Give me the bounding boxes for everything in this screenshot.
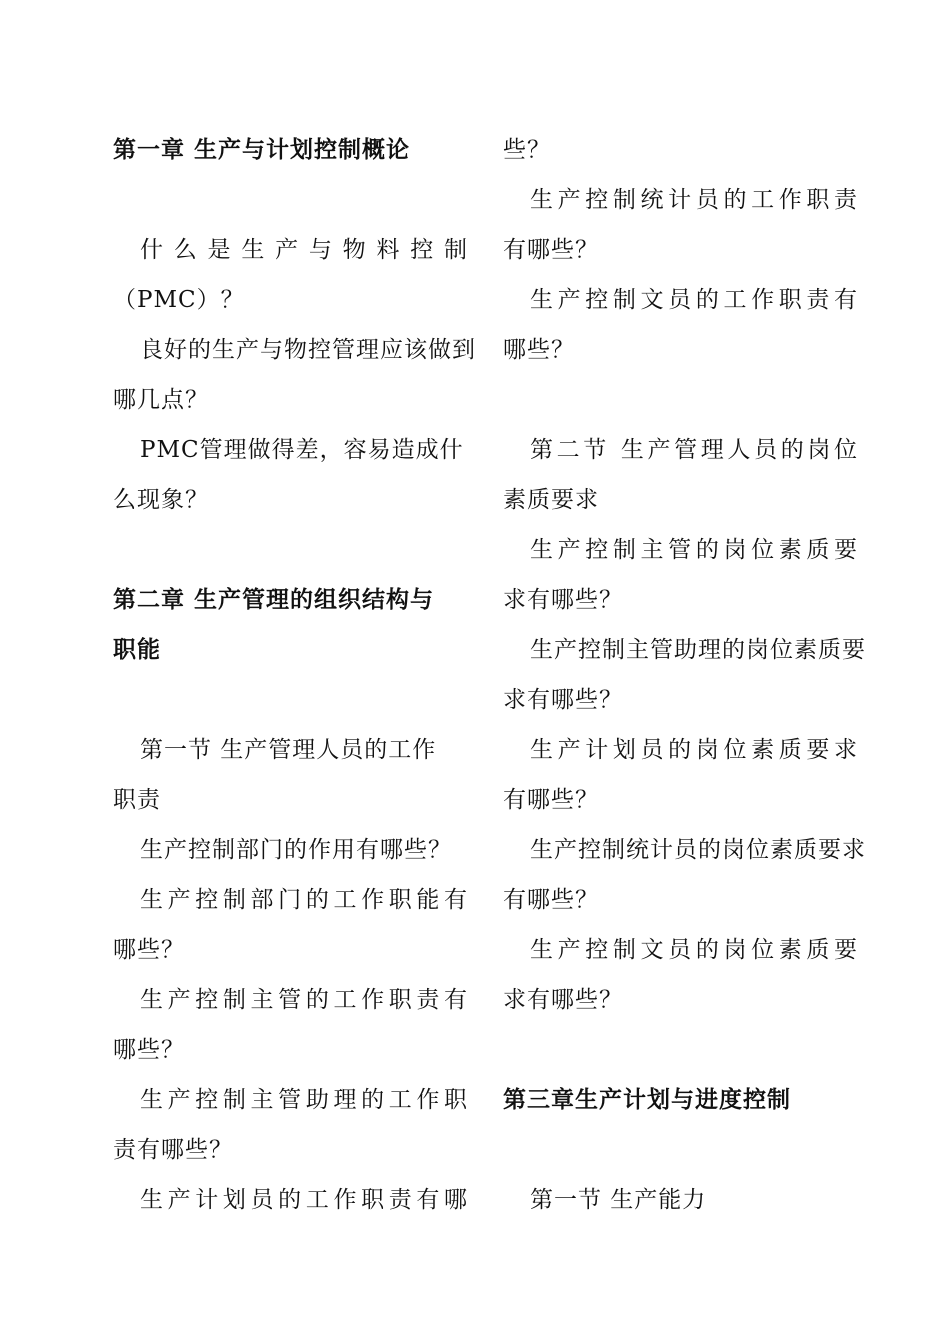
question-line: 良好的生产与物控管理应该做到	[140, 337, 476, 363]
chapter-2-title: 第二章 生产管理的组织结构与	[113, 587, 435, 613]
question-line: 求有哪些？	[503, 587, 623, 613]
question-line: 责有哪些？	[113, 1137, 233, 1163]
chapter-2-title-cont: 职能	[113, 637, 161, 663]
question-line: （PMC）？	[113, 287, 245, 313]
question-line: 生产控制统计员的工作职责	[530, 187, 858, 213]
question-line: 什么是生产与物料控制	[140, 237, 468, 263]
question-line: 生产控制文员的工作职责有	[530, 287, 858, 313]
question-line: 么现象？	[113, 487, 209, 513]
question-line: 些？	[503, 137, 551, 163]
question-line: 哪些？	[503, 337, 575, 363]
section-2-title: 第二节 生产管理人员的岗位	[530, 437, 858, 463]
question-line: 生产计划员的岗位素质要求	[530, 737, 858, 763]
question-line: 哪些？	[113, 937, 185, 963]
question-line: 生产控制文员的岗位素质要	[530, 937, 858, 963]
question-line: 求有哪些？	[503, 987, 623, 1013]
question-line: 求有哪些？	[503, 687, 623, 713]
chapter-3-title: 第三章生产计划与进度控制	[503, 1087, 791, 1113]
question-line: 生产控制部门的作用有哪些？	[140, 837, 452, 863]
question-line: 哪些？	[113, 1037, 185, 1063]
question-line: 有哪些？	[503, 787, 599, 813]
question-line: 有哪些？	[503, 887, 599, 913]
left-column	[113, 125, 476, 1225]
section-1-title: 第一节 生产管理人员的工作	[140, 737, 437, 763]
question-line: PMC管理做得差，容易造成什	[140, 437, 464, 463]
question-line: 生产控制主管的工作职责有	[140, 987, 468, 1013]
section-1-title-cont: 职责	[113, 787, 161, 813]
question-line: 生产控制部门的工作职能有	[140, 887, 468, 913]
question-line: 生产控制统计员的岗位素质要求	[530, 837, 866, 863]
question-line: 生产控制主管的岗位素质要	[530, 537, 858, 563]
question-line: 生产控制主管助理的工作职	[140, 1087, 468, 1113]
section-3-title: 第一节 生产能力	[530, 1187, 707, 1213]
right-column	[503, 125, 866, 1225]
question-line: 哪几点？	[113, 387, 209, 413]
section-2-title-cont: 素质要求	[503, 487, 599, 513]
question-line: 生产控制主管助理的岗位素质要	[530, 637, 866, 663]
question-line: 生产计划员的工作职责有哪	[140, 1187, 468, 1213]
chapter-1-title: 第一章 生产与计划控制概论	[113, 137, 411, 163]
question-line: 有哪些？	[503, 237, 599, 263]
